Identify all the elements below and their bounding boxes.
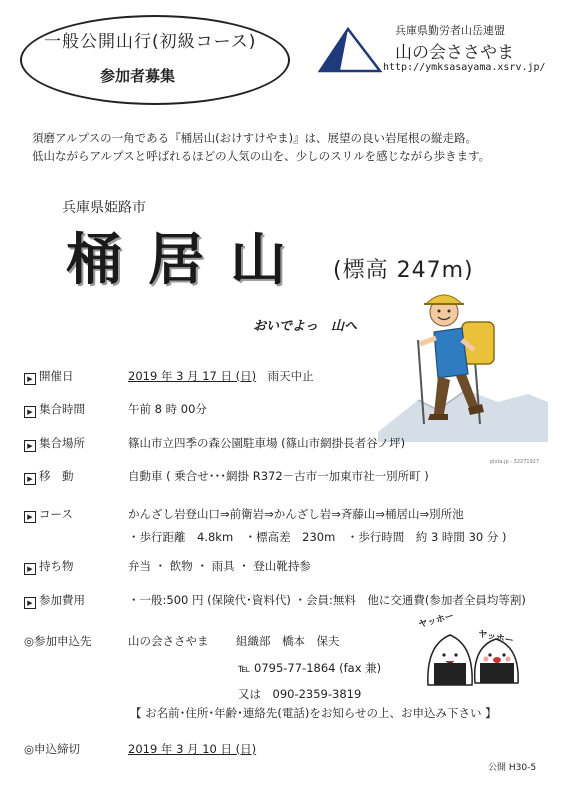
row-label: ▶ 持ち物: [24, 558, 74, 575]
triangle-icon: ▶: [24, 406, 36, 418]
event-subtitle: 参加者募集: [100, 67, 176, 85]
apply-dept: 組織部 橋本 保夫: [236, 634, 340, 648]
triangle-icon: ▶: [24, 597, 36, 609]
footer-code: 公開 H30-5: [488, 763, 537, 773]
mountain-logo-icon: [318, 25, 382, 73]
row-label: ▶ 開催日: [24, 368, 74, 385]
row-value: 自動車 ( 乗合せ･･･網掛 R372－古市一加東市社一別所町 ): [128, 469, 429, 483]
apply-label: ◎参加申込先: [24, 634, 92, 648]
apply-note: 【 お名前･住所･年齢･連絡先(電話)をお知らせの上、お申込み下さい 】: [130, 706, 497, 720]
course-details: ・歩行距離 4.8km ・標高差 230m ・歩行時間 約 3 時間 30 分 ): [128, 530, 507, 544]
triangle-icon: ▶: [24, 563, 36, 575]
row-value: 弁当 ・ 飲物 ・ 雨具 ・ 登山靴持参: [128, 559, 311, 573]
triangle-icon: ▶: [24, 511, 36, 523]
photo-credit: pixta.jp - 32271927: [490, 459, 540, 465]
triangle-icon: ▶: [24, 440, 36, 452]
mountain-name: 桶居山: [66, 227, 312, 293]
row-value: 篠山市立四季の森公園駐車場 (篠山市網掛長者谷ノ坪): [128, 436, 406, 450]
intro-text: [32, 129, 542, 165]
apply-tel: ℡ 0795-77-1864 (fax 兼): [238, 661, 382, 675]
apply-org: 山の会ささやま: [128, 634, 209, 648]
triangle-icon: ▶: [24, 473, 36, 485]
row-label: ▶ 移 動: [24, 468, 74, 485]
altitude: (標高 247m): [333, 258, 474, 283]
deadline-value: 2019 年 3 月 10 日 (日): [128, 742, 257, 756]
row-value: 午前 8 時 00分: [128, 402, 207, 416]
intro-line-2: 低山ながらアルプスと呼ばれるほどの人気の山を、少しのスリルを感じながら歩きます。: [32, 149, 491, 163]
row-label: ▶ 集合場所: [24, 435, 85, 452]
deadline-label: ◎申込締切: [24, 742, 81, 756]
yaho-text-1: ヤッホー: [417, 611, 456, 631]
row-label: ▶ 参加費用: [24, 592, 85, 609]
callout-text: おいでよっ 山へ: [253, 319, 358, 334]
location: 兵庫県姫路市: [62, 200, 146, 216]
triangle-icon: ▶: [24, 373, 36, 385]
row-label: ▶ 集合時間: [24, 401, 85, 418]
event-title: 一般公開山行(初級コース): [44, 32, 257, 52]
row-label: ▶ コース: [24, 506, 73, 523]
yaho-text-2: ヤッホー: [477, 629, 515, 647]
club-organization: 兵庫県勤労者山岳連盟: [395, 24, 505, 37]
apply-mobile: 又は 090-2359-3819: [238, 687, 362, 701]
hiker-illustration: [378, 282, 548, 442]
club-name: 山の会ささやま: [395, 43, 514, 63]
row-value: 2019 年 3 月 17 日 (日) 雨天中止: [128, 369, 314, 383]
row-value: かんざし岩登山口⇒前衛岩⇒かんざし岩⇒斉藤山⇒桶居山⇒別所池: [128, 507, 464, 521]
intro-line-1: 須磨アルプスの一角である『桶居山(おけすけやま)』は、展望の良い岩尾根の縦走路。: [32, 131, 478, 145]
club-url[interactable]: http://ymksasayama.xsrv.jp/: [383, 62, 546, 73]
row-value: ・一般:500 円 (保険代･資料代) ・会員:無料 他に交通費(参加者全員均等割): [128, 593, 526, 607]
